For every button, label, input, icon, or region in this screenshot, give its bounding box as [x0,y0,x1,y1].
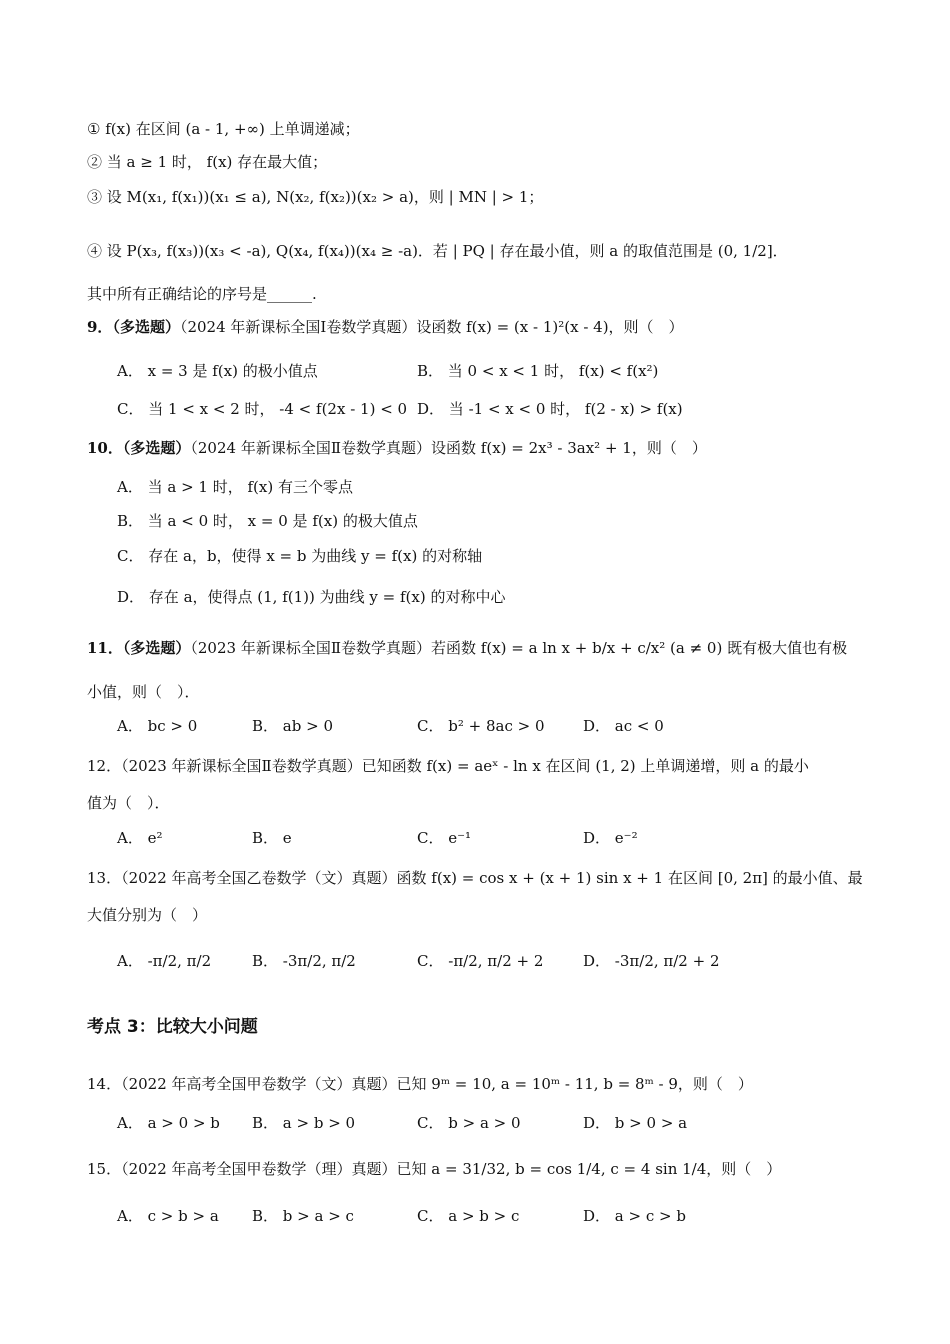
question-13-stem-cont: 大值分别为（ ） [87,906,208,924]
question-type-tag: （多选题） [112,318,180,336]
question-text: （2024 年新课标全国Ⅰ卷数学真题）设函数 f(x) = (x - 1)²(x - 4)，则（ ） [179,318,684,336]
q15-option-c[interactable]: C． a > b > c [417,1207,520,1225]
question-10-stem [87,437,870,459]
q12-option-a[interactable]: A． e² [117,829,163,847]
question-12-stem-cont: 值为（ ）． [87,794,170,812]
q14-option-c[interactable]: C． b > a > 0 [417,1114,521,1132]
question-9-stem [87,316,870,338]
question-15-stem: 15．（2022 年高考全国甲卷数学（理）真题）已知 a = 31/32, b = cos 1/4, c = 4 sin 1/4，则（ ） [87,1160,782,1178]
question-11-stem-cont: 小值，则（ ）． [87,683,200,701]
question-type-tag: （多选题） [122,439,191,457]
question-number: 10． [87,439,123,457]
statement-conclusion: 其中所有正确结论的序号是______. [87,285,317,303]
q11-option-b[interactable]: B． ab > 0 [252,717,333,735]
q10-option-c[interactable]: C． 存在 a，b，使得 x = b 为曲线 y = f(x) 的对称轴 [117,547,483,565]
q13-option-d[interactable]: D． -3π/2, π/2 + 2 [583,952,720,970]
q11-option-a[interactable]: A． bc > 0 [117,717,198,735]
q10-option-b[interactable]: B． 当 a < 0 时， x = 0 是 f(x) 的极大值点 [117,512,418,530]
q12-option-c[interactable]: C． e⁻¹ [417,829,472,847]
question-14-stem: 14．（2022 年高考全国甲卷数学（文）真题）已知 9ᵐ = 10, a = 10ᵐ - 11, b = 8ᵐ - 9，则（ ） [87,1075,753,1093]
q14-option-d[interactable]: D． b > 0 > a [583,1114,688,1132]
q14-option-b[interactable]: B． a > b > 0 [252,1114,356,1132]
question-text: （2024 年新课标全国Ⅱ卷数学真题）设函数 f(x) = 2x³ - 3ax² + 1，则（ ） [190,439,707,457]
question-type-tag: （多选题） [122,639,191,657]
q15-option-b[interactable]: B． b > a > c [252,1207,354,1225]
q9-option-b[interactable]: B． 当 0 < x < 1 时， f(x) < f(x²) [417,362,659,380]
q9-option-c[interactable]: C． 当 1 < x < 2 时， -4 < f(2x - 1) < 0 [117,400,408,418]
statement-1: ① f(x) 在区间 (a - 1, +∞) 上单调递减； [87,120,360,138]
question-number: 11． [87,639,123,657]
q11-option-d[interactable]: D． ac < 0 [583,717,664,735]
question-13-stem: 13．（2022 年高考全国乙卷数学（文）真题）函数 f(x) = cos x + (x + 1) sin x + 1 在区间 [0, 2π] 的最小值、最 [87,869,863,887]
question-text: （2023 年新课标全国Ⅱ卷数学真题）若函数 f(x) = a ln x + b/x + c/x² (a ≠ 0) 既有极大值也有极 [190,639,848,657]
q10-option-a[interactable]: A． 当 a > 1 时， f(x) 有三个零点 [117,478,353,496]
q12-option-d[interactable]: D． e⁻² [583,829,638,847]
q9-option-a[interactable]: A． x = 3 是 f(x) 的极小值点 [117,362,318,380]
statement-3: ③ 设 M(x₁, f(x₁))(x₁ ≤ a), N(x₂, f(x₂))(x₂ > a)，则 | MN | > 1； [87,188,544,206]
statement-4: ④ 设 P(x₃, f(x₃))(x₃ < -a), Q(x₄, f(x₄))(x₄ ≥ -a)．若 | PQ | 存在最小值，则 a 的取值范围是 (0, 1/2]． [87,242,788,260]
section-heading: 考点 3：比较大小问题 [87,1017,258,1037]
q13-option-b[interactable]: B． -3π/2, π/2 [252,952,356,970]
q15-option-a[interactable]: A． c > b > a [117,1207,219,1225]
q14-option-a[interactable]: A． a > 0 > b [117,1114,220,1132]
question-12-stem: 12．（2023 年新课标全国Ⅱ卷数学真题）已知函数 f(x) = aeˣ - ln x 在区间 (1, 2) 上单调递增，则 a 的最小 [87,757,809,775]
q9-option-d[interactable]: D． 当 -1 < x < 0 时， f(2 - x) > f(x) [417,400,683,418]
q12-option-b[interactable]: B． e [252,829,292,847]
q11-option-c[interactable]: C． b² + 8ac > 0 [417,717,545,735]
q13-option-c[interactable]: C． -π/2, π/2 + 2 [417,952,544,970]
question-number: 9． [87,318,113,336]
q15-option-d[interactable]: D． a > c > b [583,1207,686,1225]
q13-option-a[interactable]: A． -π/2, π/2 [117,952,212,970]
statement-2: ② 当 a ≥ 1 时， f(x) 存在最大值； [87,153,328,171]
question-11-stem [87,637,870,659]
q10-option-d[interactable]: D． 存在 a，使得点 (1, f(1)) 为曲线 y = f(x) 的对称中心 [117,588,506,606]
